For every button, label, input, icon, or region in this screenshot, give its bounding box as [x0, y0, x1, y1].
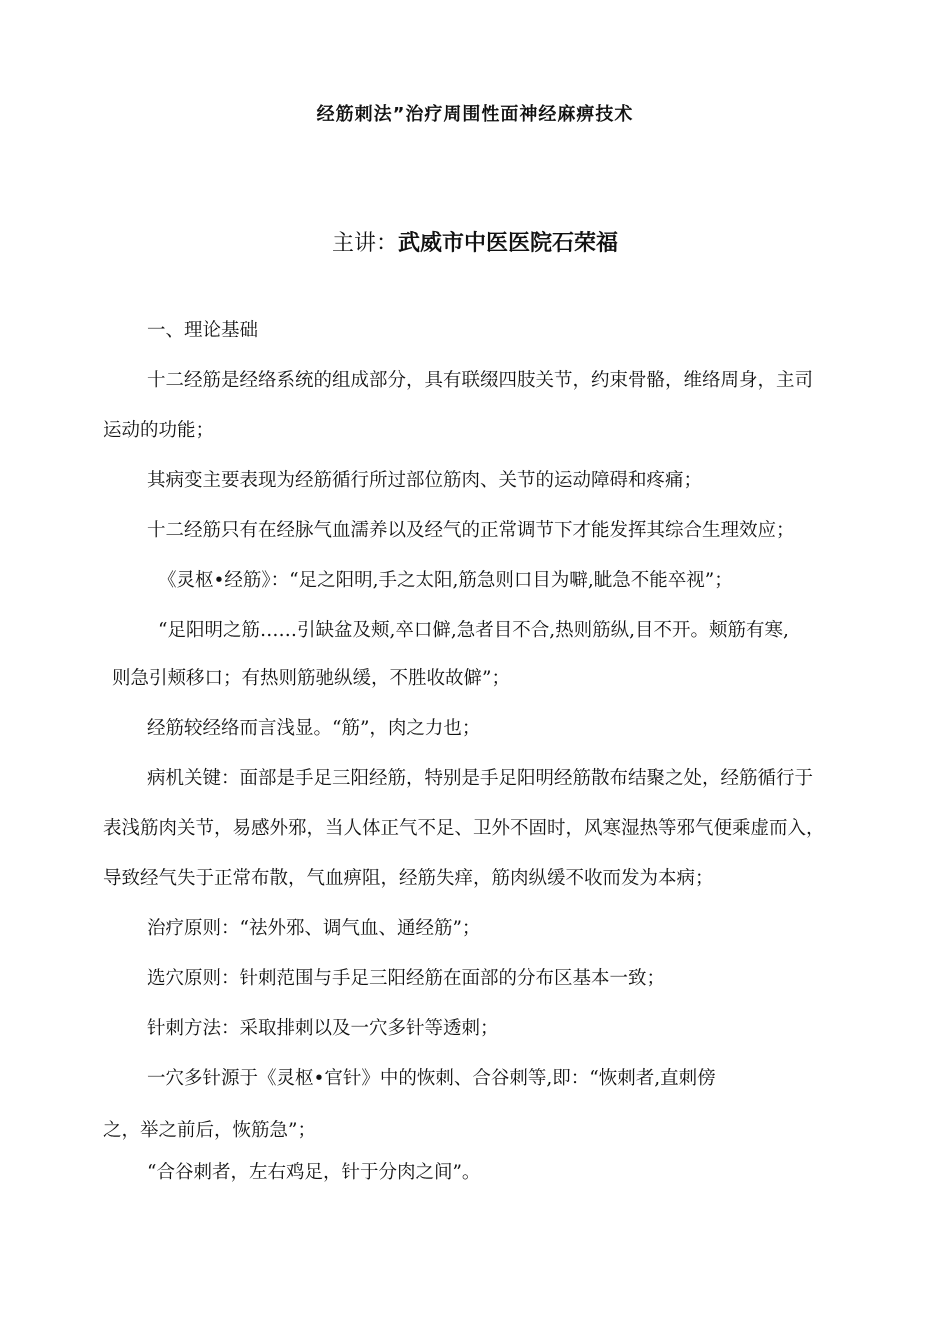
document-title: 经筋刺法”治疗周围性面神经麻痹技术 [316, 104, 634, 125]
section-heading: 一、理论基础 [147, 320, 259, 341]
paragraph-line: 其病变主要表现为经筋循行所过部位筋肉、关节的运动障碍和疼痛； [147, 470, 703, 491]
paragraph-line: 选穴原则：针刺范围与手足三阳经筋在面部的分布区基本一致； [147, 968, 666, 989]
paragraph-line: 针刺方法：采取排刺以及一穴多针等透刺； [147, 1018, 499, 1039]
paragraph-line: 表浅筋肉关节，易感外邪，当人体正气不足、卫外不固时，风寒湿热等邪气便乘虚而入， [103, 818, 825, 839]
quote-line: 《灵枢•经筋》：“足之阳明,手之太阳,筋急则口目为噼,眦急不能卒视”； [158, 570, 733, 591]
paragraph-line: 治疗原则：“祛外邪、调气血、通经筋”； [147, 918, 481, 939]
paragraph-line: 经筋较经络而言浅显。“筋”，肉之力也； [147, 718, 481, 739]
speaker-name: 武威市中医医院石荣福 [398, 231, 619, 256]
speaker-line [0, 226, 950, 257]
paragraph-line: 病机关键：面部是手足三阳经筋，特别是手足阳明经筋散布结聚之处，经筋循行于 [147, 768, 814, 789]
paragraph-line: 一穴多针源于《灵枢•官针》中的恢刺、合谷刺等,即：“恢刺者,直刺傍 [147, 1068, 716, 1089]
quote-line: 则急引颊移口；有热则筋驰纵缓，不胜收故僻”； [112, 668, 510, 689]
paragraph-line: 导致经气失于正常布散，气血痹阻，经筋失痒，筋肉纵缓不收而发为本病； [103, 868, 714, 889]
paragraph-line: 十二经筋只有在经脉气血濡养以及经气的正常调节下才能发挥其综合生理效应； [147, 520, 795, 541]
quote-line: “合谷刺者，左右鸡足，针于分肉之间”。 [147, 1162, 481, 1183]
paragraph-line: 之，举之前后，恢筋急”； [103, 1120, 316, 1141]
speaker-prefix: 主讲： [331, 231, 398, 256]
paragraph-line: 运动的功能； [103, 420, 215, 441]
quote-line: “足阳明之筋……引缺盆及颊,卒口僻,急者目不合,热则筋纵,目不开。颊筋有寒, [158, 620, 789, 641]
paragraph-line: 十二经筋是经络系统的组成部分，具有联缀四肢关节，约束骨骼，维络周身，主司 [147, 370, 814, 391]
